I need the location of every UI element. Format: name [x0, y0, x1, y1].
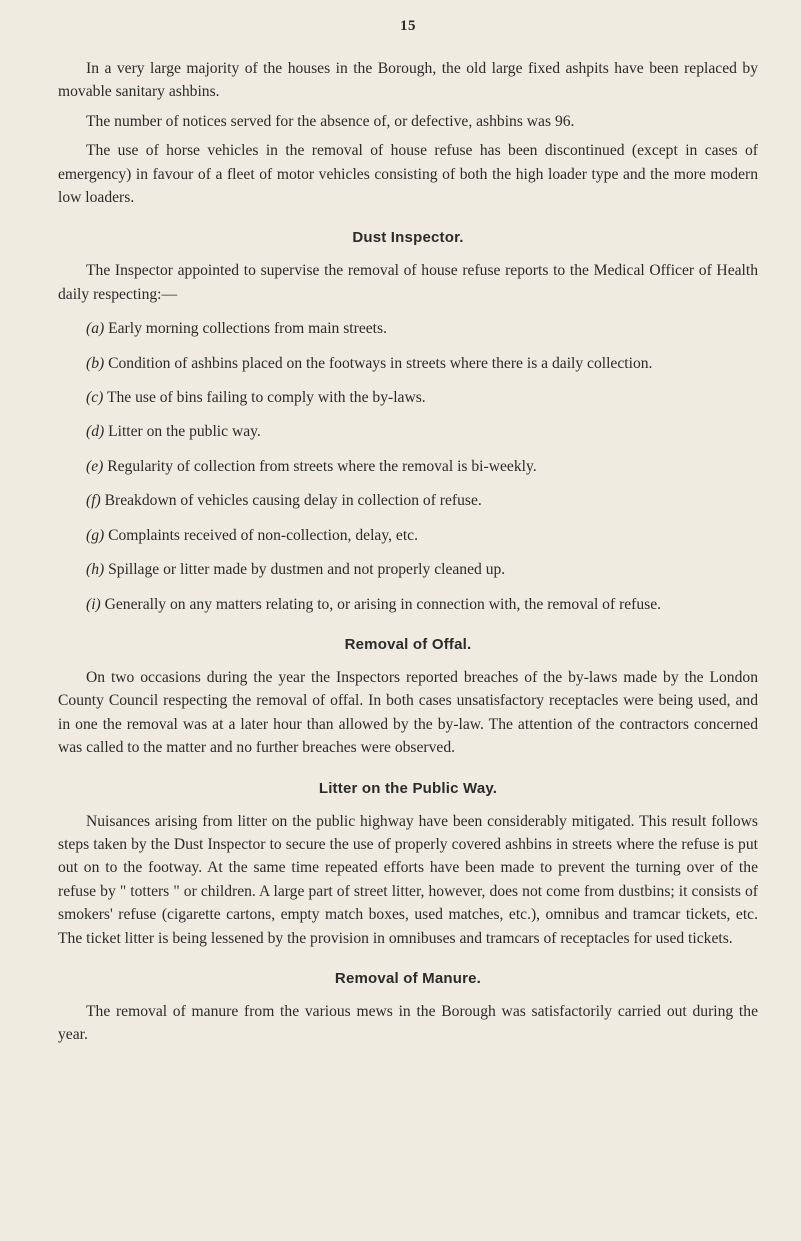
document-page [58, 18, 758, 1047]
heading-removal-of-offal: Removal of Offal. [344, 635, 472, 653]
list-item-letter: (b) [86, 354, 105, 372]
list-item [58, 489, 758, 512]
intro-paragraph-ashpits: In a very large majority of the houses in the Borough, the old large fixed ashpits have been replaced by movable sanitary ashbins. [58, 60, 758, 101]
list-item [58, 593, 758, 616]
page-number: 15 [400, 18, 416, 34]
list-item [58, 386, 758, 409]
list-item [58, 420, 758, 443]
list-item-text: Litter on the public way. [108, 423, 261, 441]
dust-inspector-intro: The Inspector appointed to supervise the removal of house refuse reports to the Medical Officer of Health daily respecting:— [58, 262, 758, 303]
list-item-text: Early morning collections from main streets. [108, 320, 387, 338]
list-item-text: Spillage or litter made by dustmen and not properly cleaned up. [108, 561, 506, 579]
list-item-letter: (f) [86, 492, 101, 510]
list-item-letter: (a) [86, 320, 105, 338]
list-item [58, 317, 758, 340]
heading-litter-public-way: Litter on the Public Way. [318, 779, 498, 797]
list-item-text: Breakdown of vehicles causing delay in collection of refuse. [104, 492, 482, 510]
list-item [58, 455, 758, 478]
removal-of-manure-paragraph: The removal of manure from the various mews in the Borough was satisfactorily carried out during the year. [58, 1002, 758, 1044]
list-item-letter: (g) [86, 526, 105, 544]
intro-paragraph-notices: The number of notices served for the absence of, or defective, ashbins was 96. [86, 112, 575, 130]
intro-paragraph-vehicles: The use of horse vehicles in the removal of house refuse has been discontinued (except in cases of emergency) in favour of a fleet of motor vehicles consisting of both the high loader type and the more modern low loaders. [58, 142, 758, 207]
list-item-letter: (i) [86, 595, 101, 613]
list-item-text: Generally on any matters relating to, or arising in connection with, the removal of refuse. [104, 595, 662, 613]
list-item-text: Regularity of collection from streets where the removal is bi-weekly. [107, 457, 537, 475]
list-item-letter: (d) [86, 423, 105, 441]
heading-removal-of-manure: Removal of Manure. [334, 969, 482, 987]
list-item [58, 558, 758, 581]
litter-paragraph: Nuisances arising from litter on the public highway have been considerably mitigated. This result follows steps taken by the Dust Inspector to secure the use of properly covered ashbins in streets where the refuse is put out on to the footway. At the same time repeated efforts have been made to prevent the turning over of the refuse by " totters " or children. A large part of street litter, however, does not come from dustbins; it consists of smokers' refuse (cigarette cartons, empty match boxes, used matches, etc.), omnibus and tramcar tickets, etc. The ticket litter is being lessened by the provision in omnibuses and tramcars of receptacles for used tickets. [58, 812, 758, 947]
removal-of-offal-paragraph: On two occasions during the year the Inspectors reported breaches of the by-laws made by the London County Council respecting the removal of offal. In both cases unsatisfactory receptacles were being used, and in one the removal was at a later hour than allowed by the by-law. The attention of the contractors concerned was called to the matter and no further breaches were observed. [58, 668, 758, 757]
list-item-text: Condition of ashbins placed on the footways in streets where there is a daily collection. [108, 354, 653, 372]
heading-dust-inspector: Dust Inspector. [352, 229, 464, 247]
list-item-letter: (c) [86, 389, 104, 407]
list-item-text: The use of bins failing to comply with the by-laws. [106, 389, 426, 407]
list-item-text: Complaints received of non-collection, delay, etc. [108, 526, 418, 544]
list-item [58, 352, 758, 375]
list-item [58, 524, 758, 547]
list-item-letter: (e) [86, 457, 104, 475]
list-item-letter: (h) [86, 561, 105, 579]
